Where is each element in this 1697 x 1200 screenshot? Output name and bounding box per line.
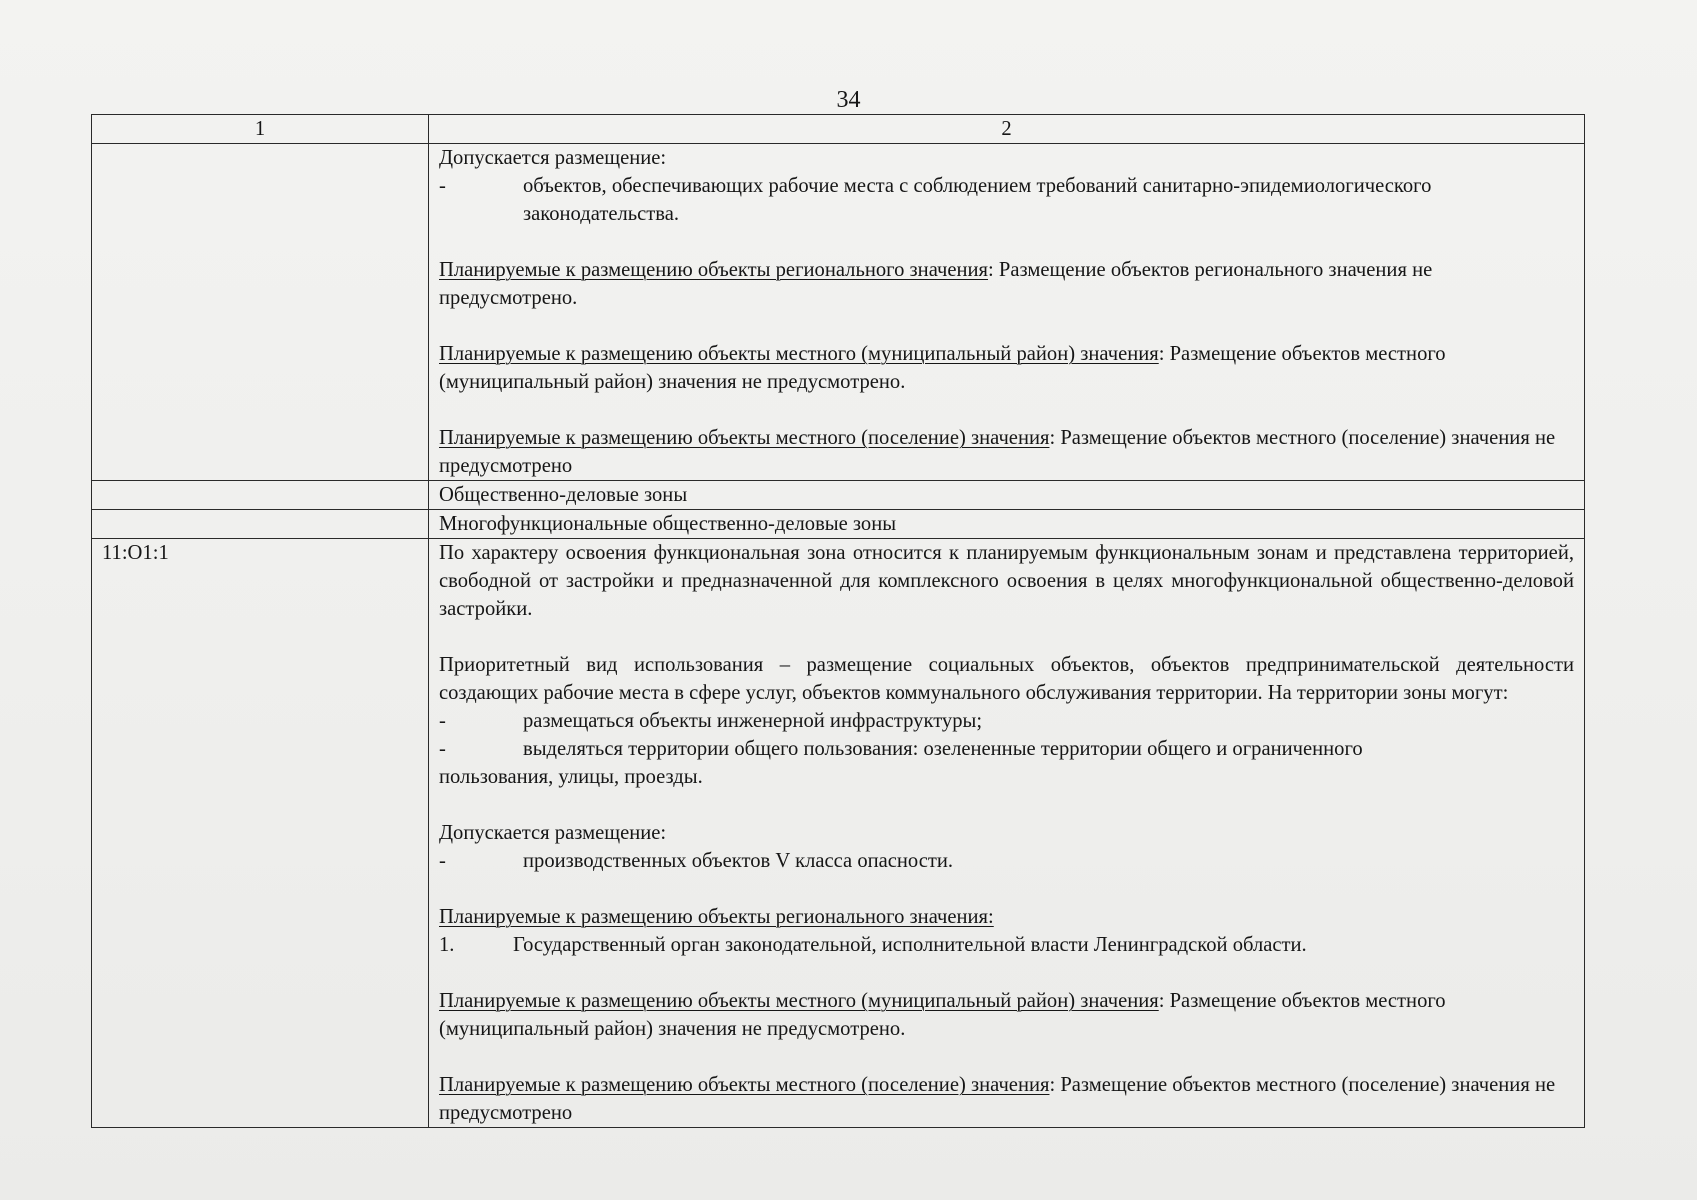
settlement-objects-label: Планируемые к размещению объекты местного (поселение) значения [439,427,1050,449]
list-text: Государственный орган законодательной, исполнительной власти Ленинградской области. [513,934,1307,956]
page-number: 34 [836,87,861,113]
table-row [92,539,1585,1128]
zone-code-cell: 11:О1:1 [92,539,429,1128]
allowed-heading: Допускается размещение: [439,822,667,844]
list-marker: - [439,175,446,197]
municipal-objects-text: : Размещение объектов местного (муниципальный район) значения не предусмотрено. [439,990,1446,1040]
list-marker: - [439,738,446,760]
list-text: объектов, обеспечивающих рабочие места с соблюдением требований санитарно-эпидемиологического законодательства. [523,175,1432,225]
list-item [439,735,1574,763]
allowed-heading: Допускается размещение: [439,147,667,169]
section-code-cell-empty [92,510,429,539]
municipal-objects-label: Планируемые к размещению объекты местного (муниципальный район) значения [439,343,1159,365]
section-title-public-business: Общественно-деловые зоны [429,481,1585,510]
settlement-objects-paragraph [439,424,1574,480]
header-col-2: 2 [429,115,1585,144]
list-item [439,172,1574,228]
municipal-objects-label: Планируемые к размещению объекты местного (муниципальный район) значения [439,990,1159,1012]
list-marker: 1. [439,934,455,956]
regional-objects-label: Планируемые к размещению объекты регионального значения [439,259,989,281]
zone-description-cell [429,539,1585,1128]
list-item [439,707,1574,735]
section-row [92,481,1585,510]
municipal-objects-paragraph [439,987,1574,1043]
zone-intro-paragraph: По характеру освоения функциональная зона относится к планируемым функциональным зонам и представлена территорией, свободной от застройки и предназначенной для комплексного освоения в целях многофункциональной общественно-деловой застройки. [439,542,1574,620]
settlement-objects-text: : Размещение объектов местного (поселение) значения не предусмотрено [439,1074,1556,1124]
list-marker: - [439,850,446,872]
list-text: производственных объектов V класса опасности. [523,850,954,872]
priority-use-paragraph: Приоритетный вид использования – размещение социальных объектов, объектов предпринимательской деятельности создающих рабочие места в сфере услуг, объектов коммунального обслуживания территории. На территории зоны могут: [439,654,1574,704]
list-text: размещаться объекты инженерной инфраструктуры; [523,710,983,732]
list-marker: - [439,710,446,732]
municipal-objects-paragraph [439,340,1574,396]
list-text-continuation: пользования, улицы, проезды. [439,766,703,788]
table-row [92,144,1585,481]
zone-description-cell [429,144,1585,481]
header-col-1: 1 [92,115,429,144]
list-text: выделяться территории общего пользования: озелененные территории общего и ограниченного [523,738,1363,760]
zones-table [91,114,1585,1128]
settlement-objects-text: : Размещение объектов местного (поселение) значения не предусмотрено [439,427,1556,477]
list-item [439,931,1574,959]
section-code-cell-empty [92,481,429,510]
section-row [92,510,1585,539]
settlement-objects-paragraph [439,1071,1574,1127]
municipal-objects-text: : Размещение объектов местного (муниципальный район) значения не предусмотрено. [439,343,1446,393]
regional-objects-paragraph [439,256,1574,312]
regional-objects-text: : Размещение объектов регионального значения не предусмотрено. [439,259,1433,309]
zone-code-cell-empty [92,144,429,481]
table-header-row [92,115,1585,144]
section-title-multifunctional: Многофункциональные общественно-деловые зоны [429,510,1585,539]
list-item [439,847,1574,875]
regional-objects-label: Планируемые к размещению объекты регионального значения: [439,906,994,928]
settlement-objects-label: Планируемые к размещению объекты местного (поселение) значения [439,1074,1050,1096]
